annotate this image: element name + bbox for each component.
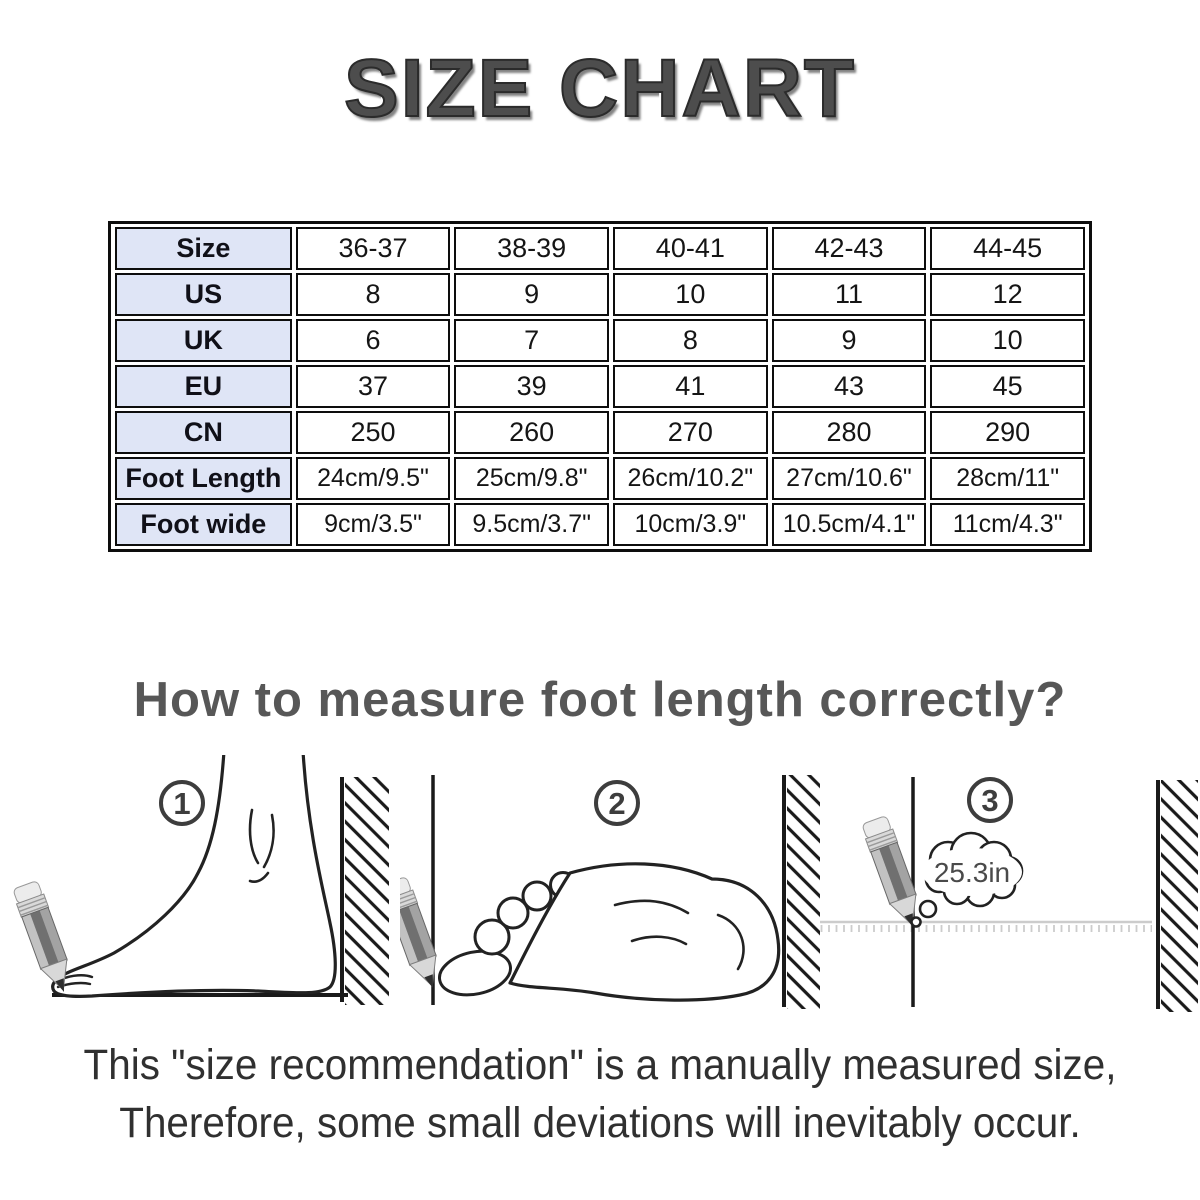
measure-illustrations	[0, 755, 1200, 1030]
size-table-wrap	[108, 221, 1092, 552]
pencil-icon	[860, 815, 926, 932]
size-cell: 260	[454, 411, 609, 454]
size-cell: 44-45	[930, 227, 1085, 270]
size-table	[108, 221, 1092, 552]
footer-note	[0, 1036, 1200, 1152]
wall-hatching	[345, 777, 389, 1005]
table-row-foot-length	[115, 457, 1085, 500]
step-number: 1	[173, 786, 191, 821]
row-label-cell: Foot wide	[115, 503, 292, 546]
step-2-illustration	[400, 755, 820, 1030]
page-title: SIZE CHART	[344, 43, 856, 134]
size-cell: 9cm/3.5"	[296, 503, 451, 546]
size-cell: 9	[454, 273, 609, 316]
size-cell: 6	[296, 319, 451, 362]
size-cell: 9.5cm/3.7"	[454, 503, 609, 546]
size-cell: 37	[296, 365, 451, 408]
foot-side-view-drawing	[0, 755, 400, 1030]
wall-hatching	[787, 775, 820, 1009]
row-label-cell: US	[115, 273, 292, 316]
step-number: 3	[981, 783, 999, 818]
table-row-uk	[115, 319, 1085, 362]
table-row-size	[115, 227, 1085, 270]
row-label-cell: CN	[115, 411, 292, 454]
size-cell: 45	[930, 365, 1085, 408]
table-row-cn	[115, 411, 1085, 454]
table-row-foot-wide	[115, 503, 1085, 546]
wall-hatching	[1161, 780, 1198, 1012]
size-cell: 12	[930, 273, 1085, 316]
size-cell: 10	[930, 319, 1085, 362]
row-label-cell: UK	[115, 319, 292, 362]
size-cell: 7	[454, 319, 609, 362]
size-cell: 28cm/11"	[930, 457, 1085, 500]
table-row-eu	[115, 365, 1085, 408]
thought-bubble	[912, 833, 1023, 927]
size-cell: 10	[613, 273, 768, 316]
size-cell: 40-41	[613, 227, 768, 270]
section-heading: How to measure foot length correctly?	[133, 673, 1067, 727]
row-label-cell: EU	[115, 365, 292, 408]
step-number-badge	[969, 779, 1011, 821]
footer-note-line-2: Therefore, some small deviations will inevitably occur.	[119, 1099, 1081, 1147]
foot-outline	[53, 755, 336, 996]
footer-note-line-1: This "size recommendation" is a manually measured size,	[83, 1041, 1117, 1089]
step-3-illustration	[820, 755, 1200, 1030]
size-cell: 25cm/9.8"	[454, 457, 609, 500]
step-number-badge	[596, 782, 638, 824]
ruler-ticks	[820, 923, 1152, 932]
size-cell: 11	[772, 273, 927, 316]
size-cell: 9	[772, 319, 927, 362]
size-cell: 43	[772, 365, 927, 408]
size-cell: 10cm/3.9"	[613, 503, 768, 546]
size-cell: 27cm/10.6"	[772, 457, 927, 500]
size-cell: 270	[613, 411, 768, 454]
size-cell: 8	[296, 273, 451, 316]
size-cell: 36-37	[296, 227, 451, 270]
size-cell: 290	[930, 411, 1085, 454]
size-cell: 42-43	[772, 227, 927, 270]
size-cell: 11cm/4.3"	[930, 503, 1085, 546]
step-1-illustration	[0, 755, 400, 1030]
bubble-measurement-text: 25.3in	[933, 857, 1011, 888]
table-row-us	[115, 273, 1085, 316]
step-number-badge	[161, 782, 203, 824]
size-cell: 24cm/9.5"	[296, 457, 451, 500]
size-cell: 8	[613, 319, 768, 362]
row-label-cell: Foot Length	[115, 457, 292, 500]
size-cell: 10.5cm/4.1"	[772, 503, 927, 546]
size-cell: 250	[296, 411, 451, 454]
size-cell: 280	[772, 411, 927, 454]
step-number: 2	[608, 786, 626, 821]
row-label-cell: Size	[115, 227, 292, 270]
size-cell: 39	[454, 365, 609, 408]
size-cell: 38-39	[454, 227, 609, 270]
size-cell: 41	[613, 365, 768, 408]
measurement-reading-drawing	[820, 755, 1200, 1030]
foot-sole-view-drawing	[400, 755, 820, 1030]
size-cell: 26cm/10.2"	[613, 457, 768, 500]
